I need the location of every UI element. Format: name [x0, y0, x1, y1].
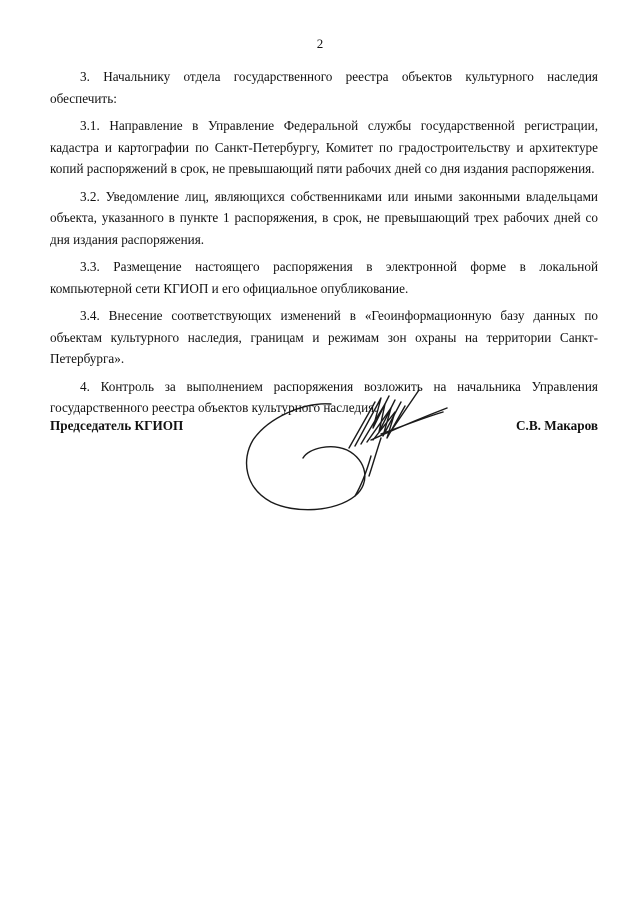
paragraph-3-1: 3.1. Направление в Управление Федеральной службы государственной регистрации, кадастра и картографии по Санкт-Петербургу, Комитет по градостроительству и архитектуре копий распоряжений в срок, не превышающий пяти рабочих дней со дня издания распоряжения. — [50, 118, 598, 176]
signatory-name: С.В. Макаров — [516, 418, 598, 433]
document-body — [50, 66, 598, 425]
signature-block — [50, 418, 598, 440]
signatory-title: Председатель КГИОП — [50, 418, 184, 433]
paragraph-3-3: 3.3. Размещение настоящего распоряжения в электронной форме в локальной компьютерной сети КГИОП и его официальное опубликование. — [50, 259, 598, 296]
paragraph-3-2: 3.2. Уведомление лиц, являющихся собственниками или иными законными владельцами объекта, указанного в пункте 1 распоряжения, в срок, не превышающий трех рабочих дней со дня издания распоряжения. — [50, 188, 598, 247]
paragraph-4: 4. Контроль за выполнением распоряжения возложить на начальника Управления государственного реестра объектов культурного наследия. — [50, 378, 598, 415]
paragraph-3-4: 3.4. Внесение соответствующих изменений в «Геоинформационную базу данных по объектам культурного наследия, границам и режимам зон охраны на территории Санкт-Петербурга». — [50, 308, 598, 366]
handwritten-signature — [243, 388, 448, 518]
paragraph-3: 3. Начальнику отдела государственного реестра объектов культурного наследия обеспечить: — [50, 69, 598, 106]
page-number: 2 — [316, 36, 324, 51]
